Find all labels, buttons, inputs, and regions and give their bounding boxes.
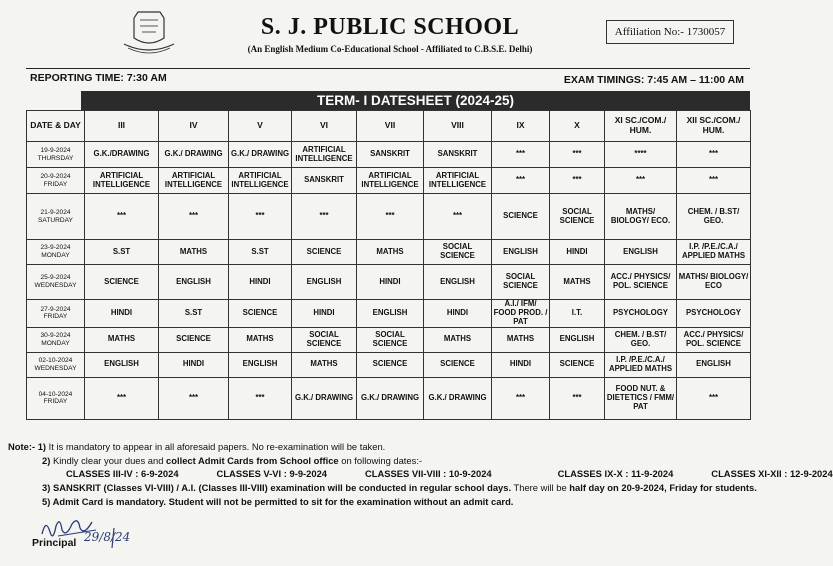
- subject-cell: ***: [159, 194, 229, 240]
- col-header-class: VIII: [424, 111, 492, 142]
- subject-cell: HINDI: [550, 240, 605, 265]
- subject-cell: SCIENCE: [159, 327, 229, 352]
- subject-cell: HINDI: [424, 300, 492, 328]
- subject-cell: G.K./DRAWING: [85, 142, 159, 168]
- admit-date: CLASSES V-VI : 9-9-2024: [216, 468, 328, 480]
- subject-cell: MATHS: [550, 265, 605, 300]
- table-row: [27, 265, 751, 300]
- col-header-class: VI: [292, 111, 357, 142]
- subject-cell: ***: [492, 377, 550, 419]
- subject-cell: PSYCHOLOGY: [605, 300, 677, 328]
- table-row: [27, 142, 751, 168]
- reporting-time: REPORTING TIME: 7:30 AM: [30, 72, 167, 84]
- subject-cell: SCIENCE: [85, 265, 159, 300]
- table-row: [27, 352, 751, 377]
- date-day-cell: 20-9-2024 FRIDAY: [27, 168, 85, 194]
- date-day-cell: 21-9-2024 SATURDAY: [27, 194, 85, 240]
- date-day-cell: 19-9-2024 THURSDAY: [27, 142, 85, 168]
- note-3: 3) SANSKRIT (Classes VI-VIII) / A.I. (Classes III-VIII) examination will be conducted in regular school days. There will be half day on 20-9-2024, Friday for students.: [42, 481, 757, 493]
- subject-cell: ***: [492, 142, 550, 168]
- subject-cell: ACC./ PHYSICS/ POL. SCIENCE: [605, 265, 677, 300]
- subject-cell: G.K./ DRAWING: [292, 377, 357, 419]
- subject-cell: SCIENCE: [229, 300, 292, 328]
- subject-cell: ****: [605, 142, 677, 168]
- table-row: [27, 300, 751, 328]
- subject-cell: ***: [85, 377, 159, 419]
- subject-cell: SCIENCE: [492, 194, 550, 240]
- table-row: [27, 240, 751, 265]
- admit-card-dates: [8, 467, 833, 481]
- affiliation-box: Affiliation No:- 1730057: [606, 20, 734, 44]
- col-header-class: III: [85, 111, 159, 142]
- notes-section: [8, 440, 833, 508]
- subject-cell: ***: [492, 168, 550, 194]
- subject-cell: ENGLISH: [605, 240, 677, 265]
- table-row: [27, 327, 751, 352]
- subject-cell: ***: [605, 168, 677, 194]
- subject-cell: HINDI: [492, 352, 550, 377]
- subject-cell: MATHS: [492, 327, 550, 352]
- subject-cell: ENGLISH: [550, 327, 605, 352]
- subject-cell: ***: [85, 194, 159, 240]
- principal-label: Principal: [32, 537, 77, 549]
- exam-timings: EXAM TIMINGS: 7:45 AM – 11:00 AM: [563, 74, 744, 86]
- subject-cell: SCIENCE: [424, 352, 492, 377]
- note-2: 2) Kindly clear your dues and collect Admit Cards from School office on following dates:-: [42, 454, 423, 466]
- subject-cell: ***: [550, 142, 605, 168]
- subject-cell: CHEM. / B.ST/ GEO.: [605, 327, 677, 352]
- date-day-cell: 25-9-2024 WEDNESDAY: [27, 265, 85, 300]
- col-header-class: V: [229, 111, 292, 142]
- admit-date: CLASSES XI-XII : 12-9-2024: [711, 468, 833, 480]
- admit-date: CLASSES IX-X : 11-9-2024: [557, 468, 674, 480]
- subject-cell: ARTIFICIAL INTELLIGENCE: [159, 168, 229, 194]
- col-header-date: DATE & DAY: [27, 111, 85, 142]
- subject-cell: SANSKRIT: [292, 168, 357, 194]
- subject-cell: CHEM. / B.ST/ GEO.: [677, 194, 751, 240]
- admit-date: CLASSES III-IV : 6-9-2024: [66, 468, 179, 480]
- subject-cell: SCIENCE: [357, 352, 424, 377]
- subject-cell: HINDI: [229, 265, 292, 300]
- datesheet-table: [26, 110, 751, 420]
- subject-cell: MATHS/ BIOLOGY/ ECO: [677, 265, 751, 300]
- subject-cell: HINDI: [292, 300, 357, 328]
- subject-cell: ***: [677, 168, 751, 194]
- subject-cell: MATHS: [424, 327, 492, 352]
- subject-cell: SANSKRIT: [357, 142, 424, 168]
- col-header-class: VII: [357, 111, 424, 142]
- subject-cell: ***: [159, 377, 229, 419]
- signature-date: 29/8/24: [84, 530, 131, 544]
- col-header-class: XI SC./COM./ HUM.: [605, 111, 677, 142]
- subject-cell: I.T.: [550, 300, 605, 328]
- subject-cell: ENGLISH: [292, 265, 357, 300]
- col-header-class: IX: [492, 111, 550, 142]
- subject-cell: S.ST: [159, 300, 229, 328]
- table-row: [27, 377, 751, 419]
- subject-cell: ARTIFICIAL INTELLIGENCE: [357, 168, 424, 194]
- subject-cell: ENGLISH: [424, 265, 492, 300]
- subject-cell: A.I./ IFM/ FOOD PROD. / PAT: [492, 300, 550, 328]
- date-day-cell: 27-9-2024 FRIDAY: [27, 300, 85, 328]
- datesheet-title: TERM- I DATESHEET (2024-25): [81, 91, 750, 110]
- subject-cell: PSYCHOLOGY: [677, 300, 751, 328]
- school-logo-emblem: [120, 8, 178, 58]
- subject-cell: ***: [677, 377, 751, 419]
- subject-cell: MATHS: [229, 327, 292, 352]
- subject-cell: ENGLISH: [159, 265, 229, 300]
- subject-cell: ENGLISH: [229, 352, 292, 377]
- admit-date: CLASSES VII-VIII : 10-9-2024: [365, 468, 492, 480]
- subject-cell: SOCIAL SCIENCE: [424, 240, 492, 265]
- subject-cell: ACC./ PHYSICS/ POL. SCIENCE: [677, 327, 751, 352]
- datesheet-body: [27, 142, 751, 420]
- col-header-class: IV: [159, 111, 229, 142]
- subject-cell: ***: [424, 194, 492, 240]
- subject-cell: ENGLISH: [85, 352, 159, 377]
- subject-cell: ENGLISH: [357, 300, 424, 328]
- subject-cell: HINDI: [85, 300, 159, 328]
- subject-cell: SOCIAL SCIENCE: [492, 265, 550, 300]
- subject-cell: SOCIAL SCIENCE: [292, 327, 357, 352]
- subject-cell: ENGLISH: [677, 352, 751, 377]
- subject-cell: S.ST: [85, 240, 159, 265]
- subject-cell: G.K./ DRAWING: [159, 142, 229, 168]
- subject-cell: MATHS: [159, 240, 229, 265]
- subject-cell: MATHS: [85, 327, 159, 352]
- col-header-class: XII SC./COM./ HUM.: [677, 111, 751, 142]
- subject-cell: SCIENCE: [550, 352, 605, 377]
- subject-cell: S.ST: [229, 240, 292, 265]
- school-tagline: (An English Medium Co-Educational School - Affiliated to C.B.S.E. Delhi): [247, 44, 533, 54]
- subject-cell: HINDI: [357, 265, 424, 300]
- subject-cell: I.P. /P.E./C.A./ APPLIED MATHS: [677, 240, 751, 265]
- subject-cell: MATHS/ BIOLOGY/ ECO.: [605, 194, 677, 240]
- date-day-cell: 02-10-2024 WEDNESDAY: [27, 352, 85, 377]
- subject-cell: SOCIAL SCIENCE: [550, 194, 605, 240]
- subject-cell: HINDI: [159, 352, 229, 377]
- header-row: [27, 111, 751, 142]
- date-day-cell: 30-9-2024 MONDAY: [27, 327, 85, 352]
- subject-cell: MATHS: [292, 352, 357, 377]
- subject-cell: ***: [357, 194, 424, 240]
- timing-row: [26, 68, 750, 89]
- subject-cell: MATHS: [357, 240, 424, 265]
- subject-cell: G.K./ DRAWING: [357, 377, 424, 419]
- school-name: S. J. PUBLIC SCHOOL: [260, 14, 520, 40]
- subject-cell: ***: [550, 168, 605, 194]
- subject-cell: SCIENCE: [292, 240, 357, 265]
- subject-cell: SANSKRIT: [424, 142, 492, 168]
- col-header-class: X: [550, 111, 605, 142]
- subject-cell: ARTIFICIAL INTELLIGENCE: [424, 168, 492, 194]
- subject-cell: ***: [550, 377, 605, 419]
- subject-cell: G.K./ DRAWING: [229, 142, 292, 168]
- subject-cell: ENGLISH: [492, 240, 550, 265]
- date-day-cell: 04-10-2024 FRIDAY: [27, 377, 85, 419]
- subject-cell: ***: [229, 194, 292, 240]
- subject-cell: SOCIAL SCIENCE: [357, 327, 424, 352]
- subject-cell: ***: [292, 194, 357, 240]
- note-5: 5) Admit Card is mandatory. Student will not be permitted to sit for the examination without an admit card.: [42, 495, 514, 507]
- table-row: [27, 194, 751, 240]
- subject-cell: ARTIFICIAL INTELLIGENCE: [292, 142, 357, 168]
- date-day-cell: 23-9-2024 MONDAY: [27, 240, 85, 265]
- table-row: [27, 168, 751, 194]
- subject-cell: G.K./ DRAWING: [424, 377, 492, 419]
- subject-cell: FOOD NUT. & DIETETICS / FMM/ PAT: [605, 377, 677, 419]
- subject-cell: ***: [229, 377, 292, 419]
- subject-cell: ***: [677, 142, 751, 168]
- note-1: Note:- 1) It is mandatory to appear in all aforesaid papers. No re-examination will be taken.: [8, 441, 386, 452]
- subject-cell: ARTIFICIAL INTELLIGENCE: [229, 168, 292, 194]
- subject-cell: ARTIFICIAL INTELLIGENCE: [85, 168, 159, 194]
- subject-cell: I.P. /P.E./C.A./ APPLIED MATHS: [605, 352, 677, 377]
